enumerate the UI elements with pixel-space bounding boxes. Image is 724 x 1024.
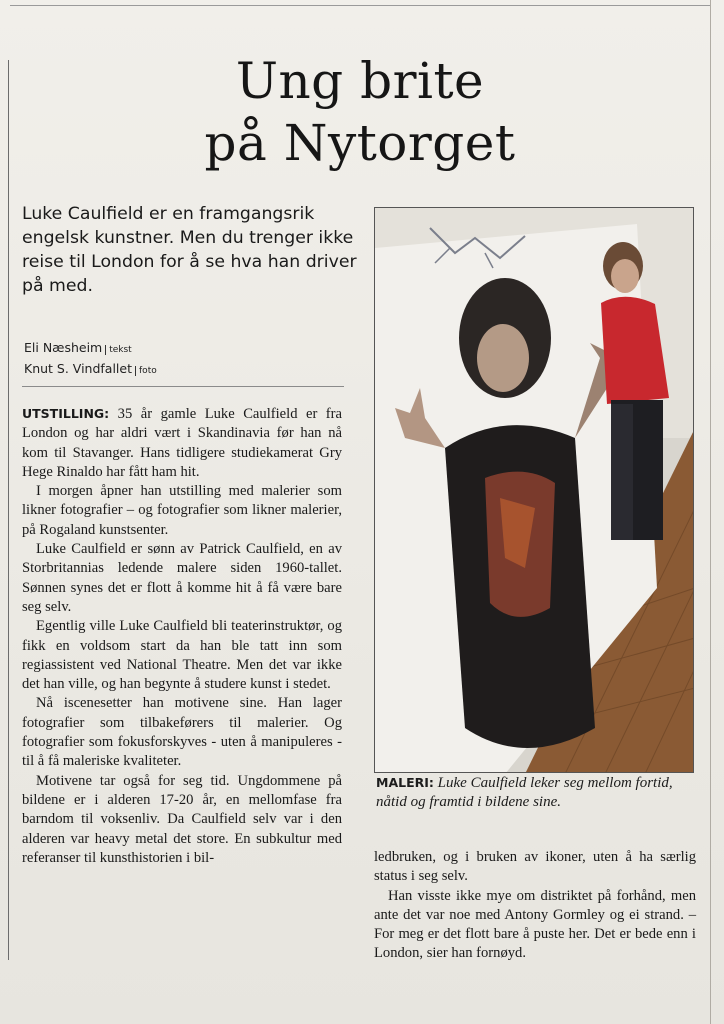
paragraph-7: ledbruken, og i bruken av ikoner, uten å ha særlig status i seg selv.	[374, 849, 696, 885]
headline-line-2: på Nytorget	[204, 114, 516, 172]
paragraph-2: I morgen åpner han utstilling med malerier som likner fotografier – og fotografier som likner malerier, på Rogaland kunstsenter.	[22, 483, 342, 538]
caption-label: MALERI:	[376, 775, 434, 790]
article-body-left	[22, 404, 342, 868]
byline-writer-role: tekst	[105, 345, 132, 355]
paragraph-1	[22, 404, 342, 482]
paragraph-4: Egentlig ville Luke Caulfield bli teaterinstruktør, og fikk en voldsom start da han ble tatt inn som regiassistent ved National Theatre. Men det var ikke det han ville, og han begynte å studere kunst i stedet.	[22, 618, 342, 693]
byline-writer-name: Eli Næsheim	[24, 340, 103, 355]
top-rule	[10, 5, 710, 6]
byline-photographer	[24, 361, 157, 376]
right-edge-rule	[710, 0, 711, 1024]
paragraph-5: Nå iscenesetter han motivene sine. Han lager fotografier som tilbakeførers til malerier. Og fotografier som fokusforskyves - uten å manipuleres - til å få maleriske kvaliteter.	[22, 695, 342, 770]
byline-photographer-name: Knut S. Vindfallet	[24, 361, 133, 376]
byline-photographer-role: foto	[135, 366, 157, 376]
left-column-rule	[8, 60, 9, 960]
ingress: Luke Caulfield er en framgangsrik engelsk kunstner. Men du trenger ikke reise til London for å se hva han driver på med.	[22, 204, 357, 296]
byline-writer	[24, 340, 132, 355]
headline-line-1: Ung brite	[235, 52, 485, 110]
headline	[60, 50, 660, 174]
paragraph-3: Luke Caulfield er sønn av Patrick Caulfield, en av Storbritannias ledende malere siden 1960-tallet. Sønnen synes det er flott å komme hit å få være bare seg selv.	[22, 541, 342, 615]
byline-divider	[22, 386, 344, 387]
paragraph-8: Han visste ikke mye om distriktet på forhånd, men ante det var noe med Antony Gormley og ei strand. – For meg er det flott bare å puste her. Det er bede enn i London, sier han fornøyd.	[374, 887, 696, 962]
caption-text: Luke Caulfield leker seg mellom fortid, nåtid og framtid i bildene sine.	[376, 775, 673, 810]
photo-caption	[376, 773, 696, 812]
paragraph-6: Motivene tar også for seg tid. Ungdommene på bildene er i alderen 17-20 år, en mellomfase fra barndom til voksenliv. Da Caulfield selv var i den alderen var heavy metal det store. En subkultur med referanser til kunsthistorien i bil-	[22, 772, 342, 866]
kicker: UTSTILLING:	[22, 406, 110, 421]
photo-illustration	[375, 208, 694, 773]
paragraph-1-text: 35 år gamle Luke Caulfield er fra London og har aldri vært i Skandinavia før han nå kom til Stavanger. Hans tidligere studiekamerat Gry Hege Rinaldo har fått ham hit.	[22, 406, 342, 480]
article-photo	[374, 207, 694, 773]
article-body-right	[374, 848, 696, 964]
